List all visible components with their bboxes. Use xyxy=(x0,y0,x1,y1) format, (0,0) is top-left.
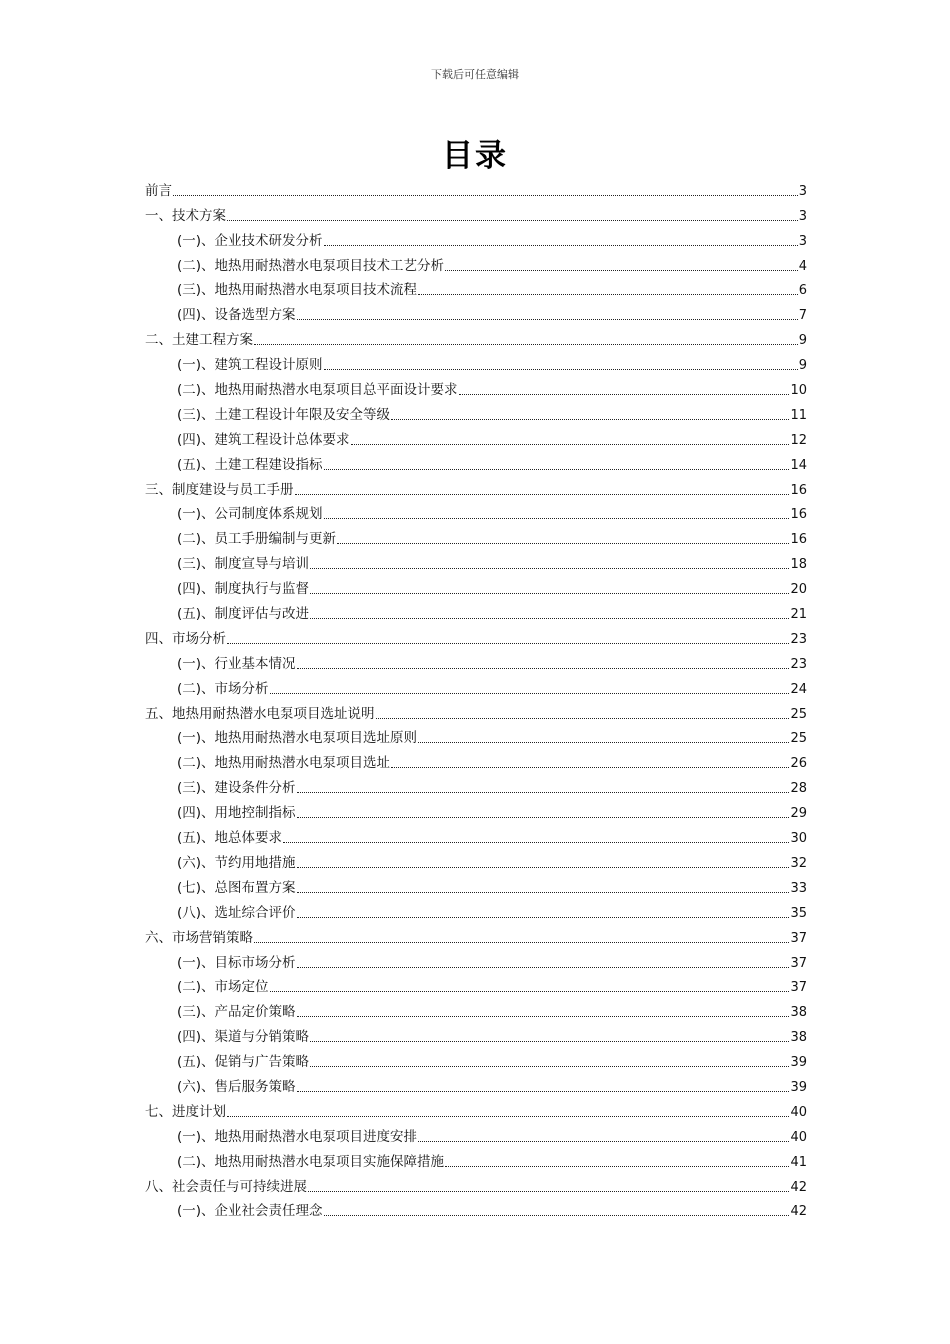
toc-section-entry[interactable] xyxy=(145,299,807,324)
toc-section-entry[interactable] xyxy=(145,225,807,250)
toc-entry-page-number: 16 xyxy=(790,507,807,523)
toc-section-entry[interactable] xyxy=(145,1021,807,1046)
toc-entry-label: (三)、产品定价策略 xyxy=(177,1004,296,1021)
toc-entry-label: (三)、地热用耐热潜水电泵项目技术流程 xyxy=(177,282,418,299)
toc-dot-leader xyxy=(283,842,789,843)
toc-entry-label: (四)、用地控制指标 xyxy=(177,805,296,822)
toc-section-entry[interactable] xyxy=(145,523,807,548)
toc-chapter-entry[interactable] xyxy=(145,922,807,947)
toc-dot-leader xyxy=(297,817,790,818)
toc-section-entry[interactable] xyxy=(145,598,807,623)
toc-dot-leader xyxy=(227,1116,789,1117)
toc-dot-leader xyxy=(297,967,790,968)
toc-section-entry[interactable] xyxy=(145,797,807,822)
toc-dot-leader xyxy=(297,917,790,918)
toc-entry-label: (二)、地热用耐热潜水电泵项目总平面设计要求 xyxy=(177,382,458,399)
toc-section-entry[interactable] xyxy=(145,822,807,847)
toc-entry-label: (二)、市场分析 xyxy=(177,680,269,697)
toc-entry-page-number: 30 xyxy=(790,831,807,847)
toc-section-entry[interactable] xyxy=(145,1146,807,1171)
toc-entry-page-number: 41 xyxy=(790,1154,807,1170)
toc-entry-page-number: 16 xyxy=(790,482,807,498)
toc-dot-leader xyxy=(418,294,798,295)
toc-section-entry[interactable] xyxy=(145,548,807,573)
toc-entry-label: (五)、制度评估与改进 xyxy=(177,606,310,623)
toc-dot-leader xyxy=(391,419,789,420)
toc-section-entry[interactable] xyxy=(145,349,807,374)
toc-chapter-entry[interactable] xyxy=(145,1096,807,1121)
toc-entry-label: (四)、设备选型方案 xyxy=(177,307,296,324)
toc-chapter-entry[interactable] xyxy=(145,474,807,499)
toc-section-entry[interactable] xyxy=(145,947,807,972)
toc-entry-page-number: 6 xyxy=(798,283,807,299)
toc-entry-page-number: 18 xyxy=(790,557,807,573)
toc-entry-label: 七、进度计划 xyxy=(145,1103,226,1120)
toc-dot-leader xyxy=(227,643,789,644)
toc-entry-page-number: 9 xyxy=(798,358,807,374)
toc-section-entry[interactable] xyxy=(145,449,807,474)
toc-entry-page-number: 42 xyxy=(790,1179,807,1195)
toc-dot-leader xyxy=(391,767,789,768)
toc-entry-label: (六)、售后服务策略 xyxy=(177,1078,296,1095)
toc-entry-page-number: 21 xyxy=(790,607,807,623)
toc-entry-label: 五、地热用耐热潜水电泵项目选址说明 xyxy=(145,705,375,722)
toc-dot-leader xyxy=(254,344,798,345)
toc-entry-page-number: 9 xyxy=(798,333,807,349)
toc-chapter-entry[interactable] xyxy=(145,1171,807,1196)
toc-entry-page-number: 35 xyxy=(790,905,807,921)
toc-entry-label: (三)、建设条件分析 xyxy=(177,780,296,797)
toc-dot-leader xyxy=(297,892,790,893)
toc-entry-page-number: 28 xyxy=(790,781,807,797)
toc-dot-leader xyxy=(324,245,798,246)
toc-entry-label: 三、制度建设与员工手册 xyxy=(145,481,294,498)
toc-entry-label: (四)、渠道与分销策略 xyxy=(177,1029,310,1046)
toc-entry-page-number: 32 xyxy=(790,855,807,871)
toc-section-entry[interactable] xyxy=(145,723,807,748)
toc-entry-page-number: 24 xyxy=(790,681,807,697)
toc-entry-page-number: 23 xyxy=(790,631,807,647)
toc-entry-label: (一)、行业基本情况 xyxy=(177,655,296,672)
toc-entry-page-number: 39 xyxy=(790,1055,807,1071)
toc-entry-page-number: 38 xyxy=(790,1005,807,1021)
toc-section-entry[interactable] xyxy=(145,275,807,300)
toc-section-entry[interactable] xyxy=(145,573,807,598)
toc-section-entry[interactable] xyxy=(145,250,807,275)
toc-dot-leader xyxy=(295,494,790,495)
toc-dot-leader xyxy=(376,718,790,719)
toc-dot-leader xyxy=(270,991,790,992)
toc-entry-page-number: 29 xyxy=(790,806,807,822)
toc-dot-leader xyxy=(310,1041,789,1042)
toc-entry-page-number: 40 xyxy=(790,1104,807,1120)
toc-dot-leader xyxy=(227,220,798,221)
toc-dot-leader xyxy=(337,543,789,544)
toc-dot-leader xyxy=(418,742,789,743)
toc-chapter-entry[interactable] xyxy=(145,324,807,349)
toc-entry-label: 六、市场营销策略 xyxy=(145,929,253,946)
toc-entry-label: (五)、地总体要求 xyxy=(177,830,283,847)
toc-dot-leader xyxy=(173,195,798,196)
toc-dot-leader xyxy=(418,1141,789,1142)
toc-entry-page-number: 3 xyxy=(798,208,807,224)
toc-entry-page-number: 37 xyxy=(790,930,807,946)
toc-chapter-entry[interactable] xyxy=(145,200,807,225)
toc-entry-label: (二)、地热用耐热潜水电泵项目实施保障措施 xyxy=(177,1153,445,1170)
toc-entry-page-number: 3 xyxy=(798,233,807,249)
toc-entry-label: (五)、土建工程建设指标 xyxy=(177,456,323,473)
toc-dot-leader xyxy=(445,270,798,271)
toc-chapter-entry[interactable] xyxy=(145,698,807,723)
toc-section-entry[interactable] xyxy=(145,872,807,897)
toc-section-entry[interactable] xyxy=(145,847,807,872)
toc-section-entry[interactable] xyxy=(145,673,807,698)
toc-entry-label: 一、技术方案 xyxy=(145,207,226,224)
toc-section-entry[interactable] xyxy=(145,772,807,797)
toc-dot-leader xyxy=(459,394,790,395)
toc-title: 目录 xyxy=(442,138,508,174)
toc-entry-page-number: 20 xyxy=(790,582,807,598)
toc-section-entry[interactable] xyxy=(145,897,807,922)
toc-entry-label: (二)、员工手册编制与更新 xyxy=(177,531,337,548)
toc-entry-page-number: 3 xyxy=(798,183,807,199)
toc-dot-leader xyxy=(270,693,790,694)
toc-section-entry[interactable] xyxy=(145,648,807,673)
toc-entry-label: 四、市场分析 xyxy=(145,630,226,647)
toc-dot-leader xyxy=(297,319,798,320)
toc-entry-page-number: 14 xyxy=(790,457,807,473)
toc-dot-leader xyxy=(310,1066,789,1067)
toc-section-entry[interactable] xyxy=(145,1121,807,1146)
toc-entry-label: 前言 xyxy=(145,182,172,199)
toc-entry-label: (一)、公司制度体系规划 xyxy=(177,506,323,523)
toc-section-entry[interactable] xyxy=(145,1071,807,1096)
toc-section-entry[interactable] xyxy=(145,399,807,424)
toc-entry-page-number: 39 xyxy=(790,1079,807,1095)
toc-section-entry[interactable] xyxy=(145,1196,807,1221)
toc-section-entry[interactable] xyxy=(145,972,807,997)
toc-entry-label: (二)、地热用耐热潜水电泵项目技术工艺分析 xyxy=(177,257,445,274)
toc-section-entry[interactable] xyxy=(145,996,807,1021)
toc-dot-leader xyxy=(297,1016,790,1017)
toc-entry-page-number: 7 xyxy=(798,308,807,324)
toc-entry-page-number: 16 xyxy=(790,532,807,548)
toc-dot-leader xyxy=(324,369,798,370)
toc-section-entry[interactable] xyxy=(145,499,807,524)
toc-dot-leader xyxy=(324,469,790,470)
toc-dot-leader xyxy=(324,518,790,519)
toc-entry-page-number: 10 xyxy=(790,383,807,399)
toc-entry-page-number: 25 xyxy=(790,706,807,722)
toc-entry-label: 八、社会责任与可持续进展 xyxy=(145,1178,307,1195)
toc-dot-leader xyxy=(297,1091,790,1092)
toc-entry-label: (一)、企业技术研发分析 xyxy=(177,232,323,249)
toc-entry-label: (二)、地热用耐热潜水电泵项目选址 xyxy=(177,755,391,772)
toc-entry-label: (五)、促销与广告策略 xyxy=(177,1054,310,1071)
toc-dot-leader xyxy=(297,792,790,793)
toc-entry-label: (三)、制度宣导与培训 xyxy=(177,556,310,573)
toc-entry-label: (二)、市场定位 xyxy=(177,979,269,996)
toc-dot-leader xyxy=(308,1191,789,1192)
toc-entry-label: (六)、节约用地措施 xyxy=(177,854,296,871)
toc-entry-page-number: 12 xyxy=(790,432,807,448)
toc-entry-label: (四)、建筑工程设计总体要求 xyxy=(177,431,350,448)
header-note: 下载后可任意编辑 xyxy=(431,68,519,81)
toc-entry-page-number: 40 xyxy=(790,1129,807,1145)
toc-entry-label: (八)、选址综合评价 xyxy=(177,904,296,921)
toc-entry-page-number: 25 xyxy=(790,731,807,747)
toc-entry-label: (一)、企业社会责任理念 xyxy=(177,1203,323,1220)
toc-chapter-entry[interactable] xyxy=(145,623,807,648)
toc-entry-label: (一)、目标市场分析 xyxy=(177,954,296,971)
toc-section-entry[interactable] xyxy=(145,747,807,772)
toc-dot-leader xyxy=(297,867,790,868)
toc-entry-page-number: 23 xyxy=(790,656,807,672)
toc-section-entry[interactable] xyxy=(145,1046,807,1071)
toc-dot-leader xyxy=(297,668,790,669)
toc-entry-label: (七)、总图布置方案 xyxy=(177,879,296,896)
toc-entry-label: (一)、地热用耐热潜水电泵项目选址原则 xyxy=(177,730,418,747)
toc-entry-label: (一)、建筑工程设计原则 xyxy=(177,357,323,374)
toc-dot-leader xyxy=(310,593,789,594)
toc-entry-label: 二、土建工程方案 xyxy=(145,332,253,349)
toc-entry-page-number: 42 xyxy=(790,1204,807,1220)
toc-section-entry[interactable] xyxy=(145,374,807,399)
toc-dot-leader xyxy=(351,444,790,445)
toc-entry-page-number: 4 xyxy=(798,258,807,274)
toc-entry-page-number: 38 xyxy=(790,1030,807,1046)
toc-entry-page-number: 26 xyxy=(790,756,807,772)
toc-dot-leader xyxy=(324,1215,790,1216)
toc-chapter-entry[interactable] xyxy=(145,175,807,200)
toc-dot-leader xyxy=(254,942,789,943)
toc-entry-page-number: 11 xyxy=(790,407,807,423)
toc-entry-page-number: 37 xyxy=(790,955,807,971)
toc-entry-label: (一)、地热用耐热潜水电泵项目进度安排 xyxy=(177,1128,418,1145)
toc-dot-leader xyxy=(445,1166,789,1167)
toc-section-entry[interactable] xyxy=(145,424,807,449)
toc-entry-page-number: 33 xyxy=(790,880,807,896)
toc-dot-leader xyxy=(310,618,789,619)
toc-dot-leader xyxy=(310,568,789,569)
toc-list xyxy=(145,175,807,1220)
toc-entry-label: (三)、土建工程设计年限及安全等级 xyxy=(177,406,391,423)
toc-entry-label: (四)、制度执行与监督 xyxy=(177,581,310,598)
toc-entry-page-number: 37 xyxy=(790,980,807,996)
